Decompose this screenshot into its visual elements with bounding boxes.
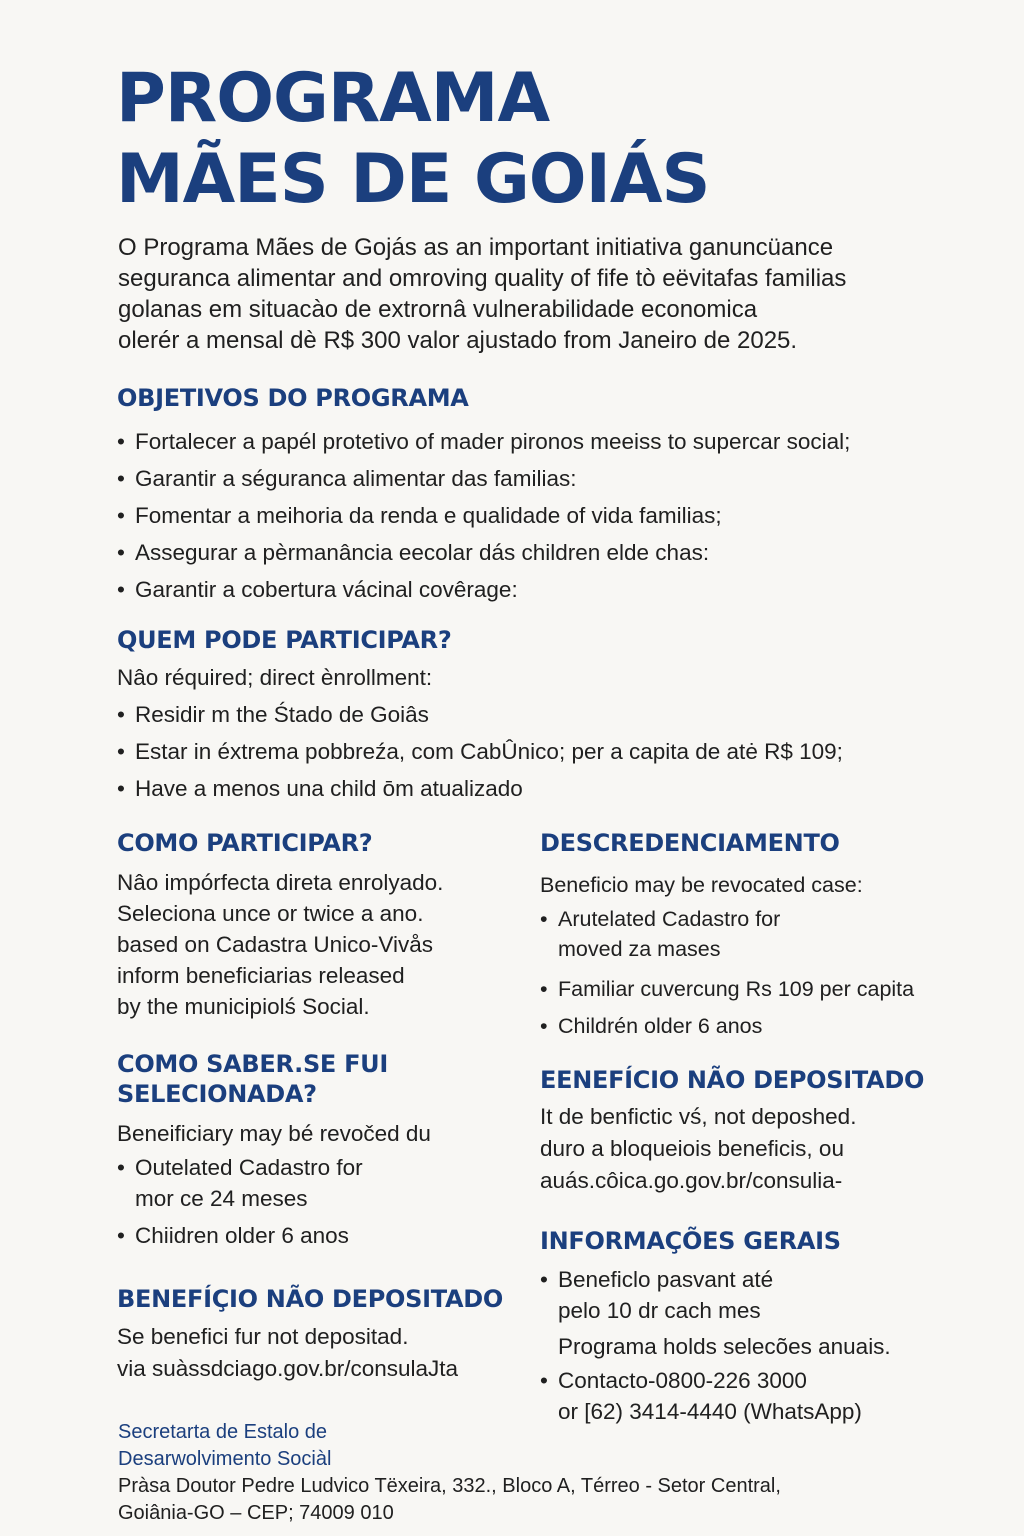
list-item bbox=[117, 1152, 517, 1214]
list-item bbox=[540, 904, 980, 964]
item-line: moved za mases bbox=[558, 937, 721, 961]
como-participar-heading: COMO PARTICIPAR? bbox=[117, 829, 373, 857]
text-line: auás.côica.go.gov.br/consulia- bbox=[540, 1168, 843, 1193]
text-line: inform beneficiarias released bbox=[117, 963, 405, 988]
text-line: Se benefici fur not depositad. bbox=[117, 1324, 409, 1349]
text-line: by the municipiolś Social. bbox=[117, 994, 370, 1019]
quem-intro: Nâo réquired; direct ènrollment: bbox=[117, 665, 433, 690]
text-line: Nâo impórfecta direta enrolyado. bbox=[117, 870, 444, 895]
title-line-2: MÃES DE GOIÁS bbox=[116, 140, 710, 219]
item-line: or [62) 3414-4440 (WhatsApp) bbox=[558, 1399, 862, 1424]
text-line: Seleciona unce or twice a ano. bbox=[117, 901, 424, 926]
footer-org bbox=[118, 1419, 978, 1473]
list-item bbox=[117, 1220, 517, 1251]
intro-line: seguranca alimentar and omroving quality of fife tò eëvitafas familias bbox=[118, 265, 847, 292]
info-list bbox=[540, 1264, 980, 1326]
list-item bbox=[540, 1365, 980, 1427]
page-title bbox=[116, 58, 936, 220]
list-item: • Have a menos una child ōm atualizado bbox=[117, 770, 997, 807]
intro-paragraph bbox=[118, 232, 938, 356]
org-line: Secretarta de Estalo de bbox=[118, 1421, 328, 1443]
list-item: • Estar in éxtrema pobbreźa, com CabÛnico; per a capita de atė R$ 109; bbox=[117, 733, 997, 770]
beneficio-right-section bbox=[540, 1065, 980, 1197]
item-line: • Contacto-0800-226 3000 bbox=[558, 1368, 807, 1393]
como-participar-text bbox=[117, 867, 517, 1022]
heading-line: SELECIONADA? bbox=[117, 1080, 317, 1108]
list-item bbox=[540, 1264, 980, 1326]
como-saber-section bbox=[117, 1049, 517, 1251]
list-item bbox=[540, 1008, 980, 1045]
descred-list bbox=[540, 904, 980, 1045]
title-line-1: PROGRAMA bbox=[116, 59, 550, 138]
text-line: duro a bloqueiois beneficis, ou bbox=[540, 1136, 844, 1161]
list-item: • Garantir a séguranca alimentar das familias: bbox=[117, 460, 997, 497]
item-line: • Outelated Cadastro for bbox=[135, 1155, 363, 1180]
item-line: • Childrén older 6 anos bbox=[558, 1014, 763, 1038]
address-line: Pràsa Doutor Pedre Ludvico Tëxeira, 332., Bloco A, Térreo - Setor Central, bbox=[118, 1475, 781, 1497]
beneficio-left-section bbox=[117, 1284, 537, 1385]
text-line: based on Cadastra Unico-Vivås bbox=[117, 932, 434, 957]
objetivos-section bbox=[117, 383, 997, 608]
text-line: It de benfictic vś, not deposhed. bbox=[540, 1104, 857, 1129]
como-saber-list bbox=[117, 1152, 517, 1251]
como-saber-intro: Beneificiary may bé revočed du bbox=[117, 1121, 431, 1146]
descred-intro: Beneficio may be revocated case: bbox=[540, 873, 863, 897]
intro-line: golanas em situacào de extrornâ vulnerabilidade economica bbox=[118, 296, 758, 323]
quem-list bbox=[117, 696, 997, 807]
org-line: Desarwolvimento Sociàl bbox=[118, 1448, 332, 1470]
heading-line: COMO SABER.SE FUI bbox=[117, 1050, 388, 1078]
list-item: • Fomentar a meihoria da renda e qualidade of vida familias; bbox=[117, 497, 997, 534]
footer-address bbox=[118, 1473, 978, 1527]
quem-heading: QUEM PODE PARTICIPAR? bbox=[117, 626, 452, 654]
list-item bbox=[540, 971, 980, 1008]
item-line: • Familiar cuvercung Rs 109 per capita bbox=[558, 977, 915, 1001]
text-line: via suàssdciago.gov.br/consulaJta bbox=[117, 1356, 459, 1381]
info-section bbox=[540, 1226, 980, 1427]
info-note: Programa holds selecões anuais. bbox=[558, 1334, 891, 1359]
footer bbox=[118, 1419, 978, 1527]
item-line: • Arutelated Cadastro for bbox=[558, 907, 781, 931]
address-line: Goiânia-GO – CEP; 74009 010 bbox=[118, 1502, 394, 1524]
beneficio-left-text bbox=[117, 1321, 537, 1385]
beneficio-right-heading: EENEFÍCIO NÃO DEPOSITADO bbox=[540, 1066, 925, 1094]
list-item: • Garantir a cobertura vácinal covêrage: bbox=[117, 571, 997, 608]
objetivos-heading: OBJETIVOS DO PROGRAMA bbox=[117, 384, 469, 412]
info-contact-list bbox=[540, 1365, 980, 1427]
item-line: • Beneficlo pasvant até bbox=[558, 1267, 774, 1292]
descred-section bbox=[540, 828, 980, 1045]
quem-section bbox=[117, 625, 997, 807]
como-participar-section bbox=[117, 828, 517, 1022]
item-line: • Chiidren older 6 anos bbox=[135, 1223, 349, 1248]
intro-line: olerér a mensal dè R$ 300 valor ajustado from Janeiro de 2025. bbox=[118, 327, 798, 354]
descred-heading: DESCREDENCIAMENTO bbox=[540, 829, 840, 857]
list-item: • Assegurar a pèrmanância eecolar dás children elde chas: bbox=[117, 534, 997, 571]
info-heading: INFORMAÇÕES GERAIS bbox=[540, 1227, 841, 1255]
beneficio-left-heading: BENEFÍÇIO NÃO DEPOSITADO bbox=[117, 1285, 503, 1313]
list-item: • Residir m the Śtado de Goiâs bbox=[117, 696, 997, 733]
como-saber-heading bbox=[117, 1049, 517, 1109]
item-line: mor ce 24 meses bbox=[135, 1186, 308, 1211]
item-line: pelo 10 dr cach mes bbox=[558, 1298, 761, 1323]
objetivos-list bbox=[117, 423, 997, 608]
beneficio-right-text bbox=[540, 1101, 980, 1197]
intro-line: O Programa Mães de Gojás as an important initiativa ganuncüance bbox=[118, 234, 834, 261]
list-item: • Fortalecer a papél protetivo of mader pironos meeiss to supercar social; bbox=[117, 423, 997, 460]
